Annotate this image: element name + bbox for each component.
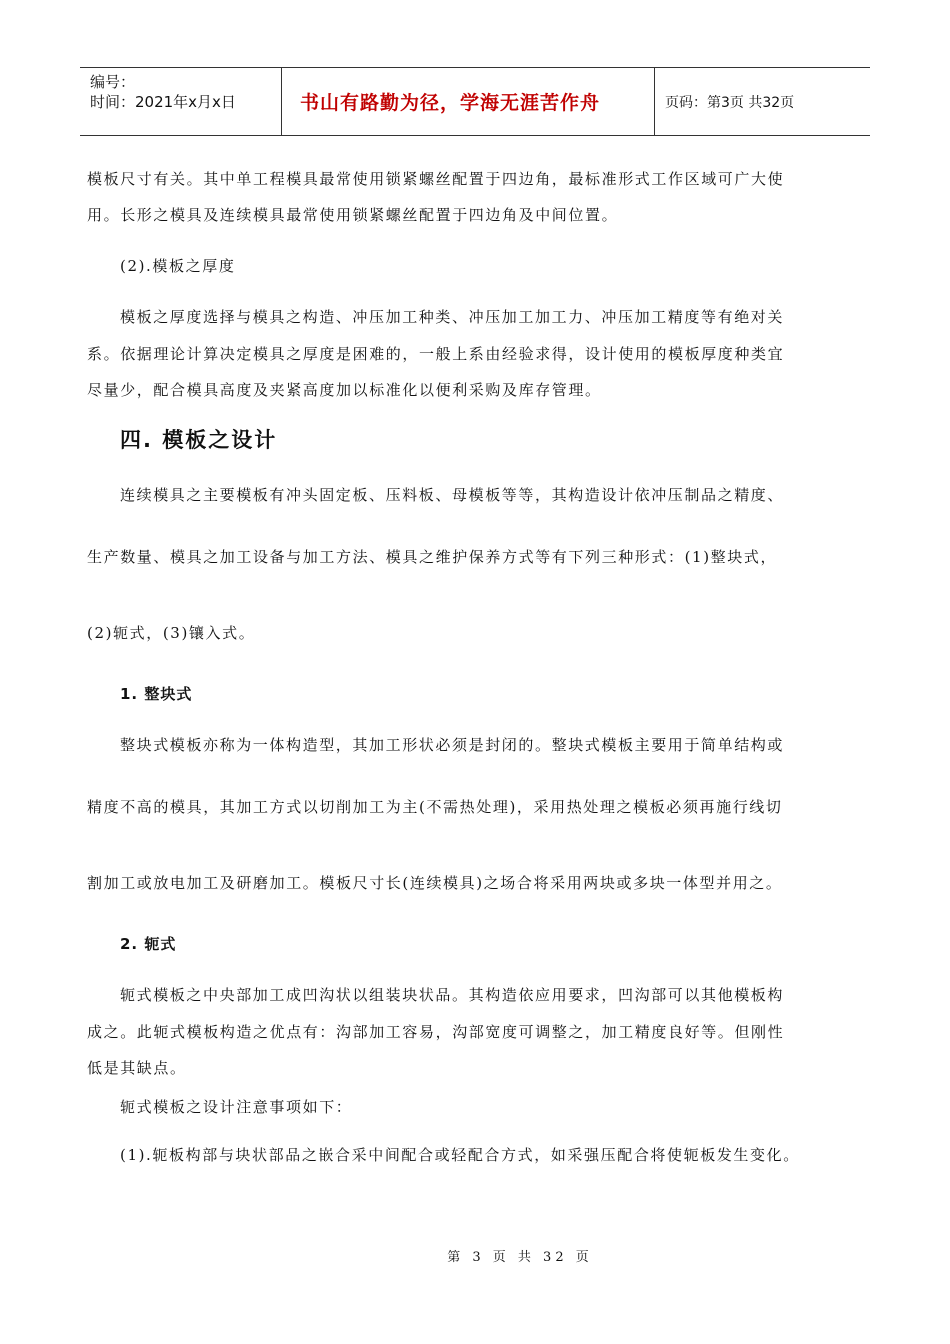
paragraph-line: 用。长形之模具及连续模具最常使用锁紧螺丝配置于四边角及中间位置。	[87, 206, 619, 224]
paragraph-line: 成之。此轭式模板构造之优点有：沟部加工容易，沟部宽度可调整之，加工精度良好等。但刚性	[87, 1023, 785, 1041]
subsection-heading: 1. 整块式	[120, 685, 193, 703]
header-page-info: 页码：第3页 共32页	[665, 94, 795, 111]
paragraph-line: 尽量少，配合模具高度及夹紧高度加以标准化以便利采购及库存管理。	[87, 381, 602, 399]
paragraph-line: 割加工或放电加工及研磨加工。模板尺寸长(连续模具)之场合将采用两块或多块一体型并用之。	[87, 874, 783, 892]
paragraph-line: 整块式模板亦称为一体构造型，其加工形状必须是封闭的。整块式模板主要用于简单结构或	[120, 736, 785, 754]
section-heading: 四. 模板之设计	[120, 428, 278, 452]
paragraph-line: 连续模具之主要模板有冲头固定板、压料板、母模板等等，其构造设计依冲压制品之精度、	[120, 486, 785, 504]
paragraph-line: 轭式模板之设计注意事项如下：	[120, 1098, 353, 1116]
header-motto: 书山有路勤为径，学海无涯苦作舟	[282, 68, 655, 135]
subheading-thickness: (2).模板之厚度	[120, 257, 236, 275]
paragraph-line: 轭式模板之中央部加工成凹沟状以组装块状品。其构造依应用要求，凹沟部可以其他模板构	[120, 986, 785, 1004]
paragraph-line: 系。依据理论计算决定模具之厚度是困难的，一般上系由经验求得，设计使用的模板厚度种类宜	[87, 345, 785, 363]
paragraph-line: 精度不高的模具，其加工方式以切削加工为主(不需热处理)，采用热处理之模板必须再施行线切	[87, 798, 783, 816]
paragraph-line: 模板之厚度选择与模具之构造、冲压加工种类、冲压加工加工力、冲压加工精度等有绝对关	[120, 308, 785, 326]
page-footer: 第 3 页 共 32 页	[447, 1250, 593, 1265]
code-label: 编号：	[90, 73, 136, 91]
time-label: 时间：2021年x月x日	[90, 93, 236, 111]
page-header	[80, 67, 870, 136]
paragraph-line: (2)轭式，(3)镶入式。	[87, 624, 256, 642]
subsection-heading: 2. 轭式	[120, 935, 177, 953]
header-meta	[80, 68, 282, 135]
paragraph-line: 低是其缺点。	[87, 1059, 187, 1077]
paragraph-line: 模板尺寸有关。其中单工程模具最常使用锁紧螺丝配置于四边角，最标准形式工作区域可广大使	[87, 170, 785, 188]
paragraph-line: (1).轭板构部与块状部品之嵌合采中间配合或轻配合方式，如采强压配合将使轭板发生变化。	[120, 1146, 800, 1164]
paragraph-line: 生产数量、模具之加工设备与加工方法、模具之维护保养方式等有下列三种形式：(1)整块式，	[87, 548, 778, 566]
